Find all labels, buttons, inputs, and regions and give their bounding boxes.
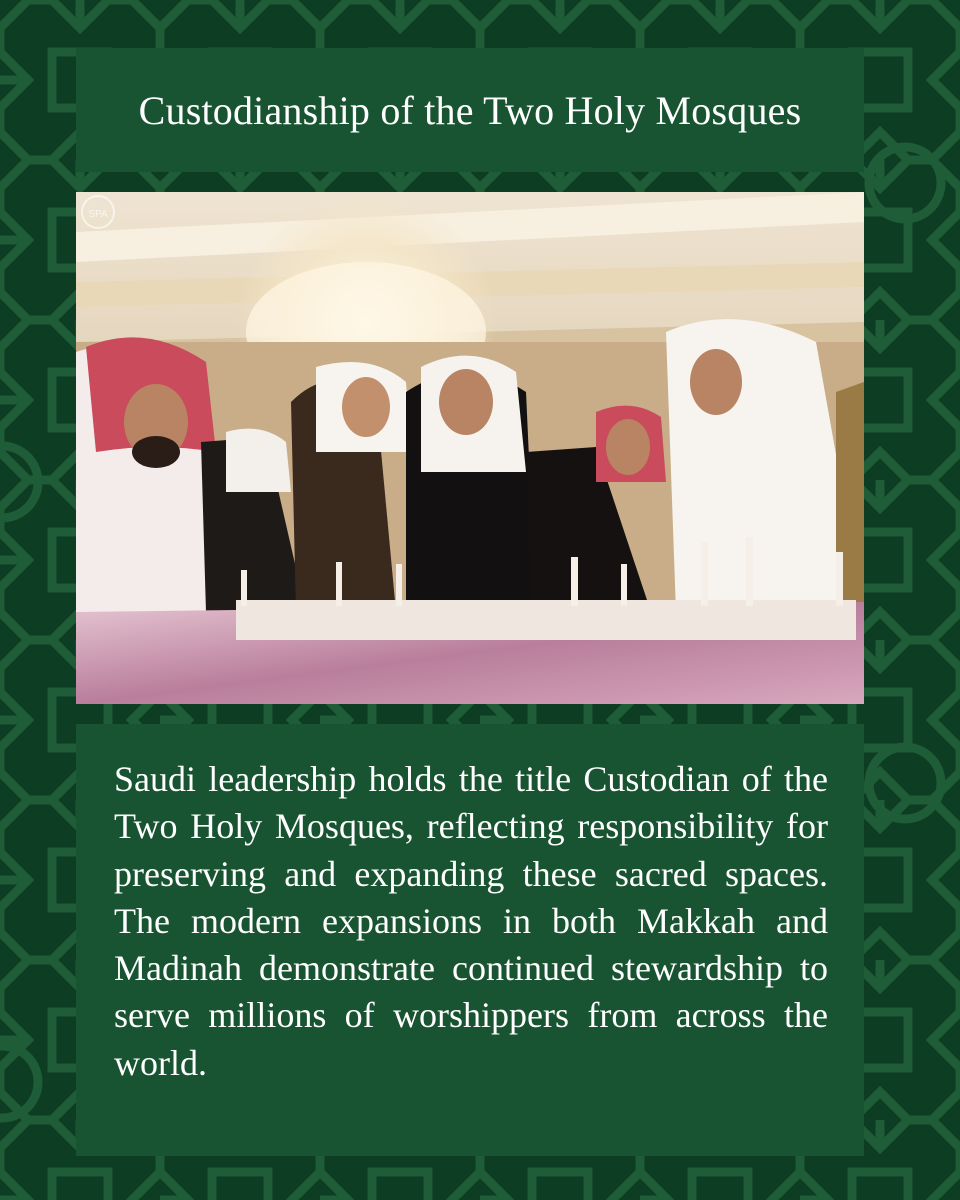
spa-watermark: SPA [88,209,108,220]
page-title: Custodianship of the Two Holy Mosques [138,87,802,133]
photo-leaders-viewing-mosque-model [76,192,864,704]
body-text: Saudi leadership holds the title Custodian of the Two Holy Mosques, reflecting responsibility for preserving and expanding these sacred spaces. The modern expansions in both Makkah and Madinah demonstrate continued stewardship to serve millions of worshippers from across the world. [114,759,828,1083]
title-panel [76,48,864,172]
body-panel [76,724,864,1156]
